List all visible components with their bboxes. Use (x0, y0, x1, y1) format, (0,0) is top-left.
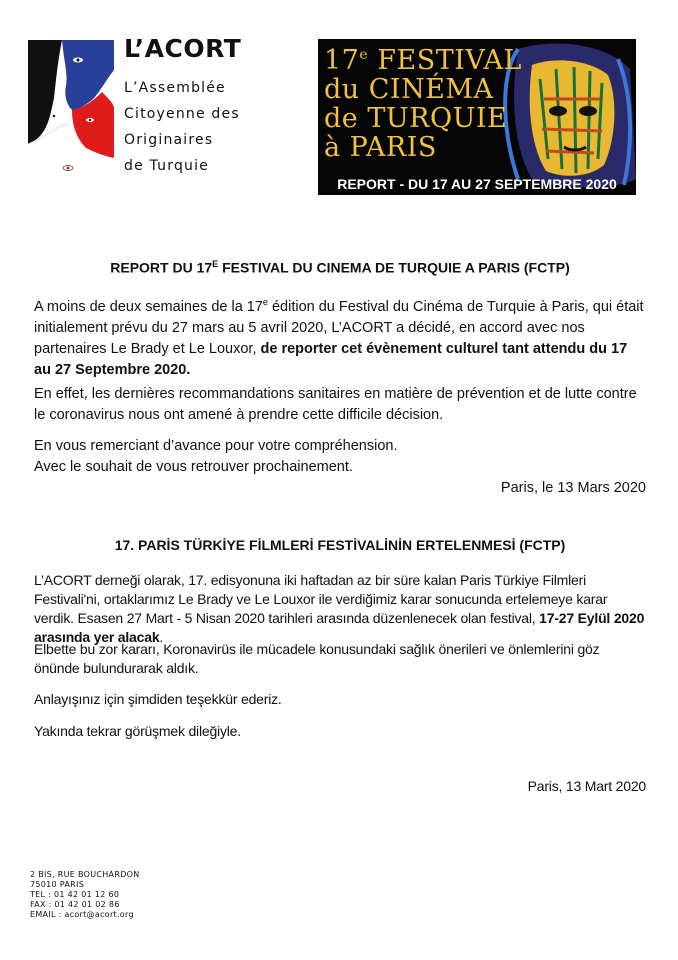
fr-heading-sup: E (212, 259, 219, 269)
brand-subtitle (124, 75, 284, 179)
brand-line-3: Originaires (124, 132, 214, 148)
poster-title-line-1 (324, 41, 522, 75)
fr-paragraph-3: En vous remerciant d’avance pour votre compréhension. (34, 438, 398, 454)
poster-title-line-4: à PARIS (324, 132, 437, 163)
brand-line-2: Citoyenne des (124, 106, 240, 122)
acort-logo (28, 40, 114, 192)
brand-name: L’ACORT (124, 34, 242, 63)
poster-title-line-2: du CINÉMA (324, 74, 494, 105)
fr-heading-text: REPORT DU 17 (110, 259, 213, 276)
fr-p1-text-rest: édition du Festival du Cinéma de Turquie à Paris, qui était initialement prévu du 27 mars au 5 avril 2020, L’ACORT a décidé, en accord avec nos partenaires Le Brady et Le Louxor, (34, 298, 644, 357)
footer-tel: TEL : 01 42 01 12 60 (30, 890, 120, 899)
fr-heading-text-rest: FESTIVAL DU CINEMA DE TURQUIE A PARIS (FCTP) (218, 259, 570, 276)
fr-paragraph-1 (34, 292, 646, 381)
fr-p1-bold: de reporter cet évènement culturel tant attendu du 17 au 27 Septembre 2020. (34, 340, 628, 378)
poster-title-number: 17 (324, 45, 360, 76)
tr-date: Paris, 13 Mart 2020 (527, 778, 646, 794)
footer-city: 75010 PARIS (30, 880, 85, 889)
festival-poster (318, 39, 636, 195)
tr-p1-text: L’ACORT derneği olarak, 17. edisyonuna iki haftadan az bir süre kalan Paris Türkiye Filmleri Festivali'ni, ortaklarımız Le Brady ve Le Louxor ile verdiğimiz karar sonucunda ertelemeye karar verdik. Esasen 27 Mart - 5 Nisan 2020 tarihleri arasında düzenlenecek olan festival, (34, 572, 608, 626)
poster-title (324, 41, 522, 162)
tr-paragraph-4: Yakında tekrar görüşmek dileğiyle. (34, 723, 241, 739)
fr-heading (34, 259, 646, 276)
footer-address (30, 870, 140, 920)
tr-heading: 17. PARİS TÜRKİYE FİLMLERİ FESTİVALİNİN ERTELENMESİ (FCTP) (114, 537, 566, 553)
tr-p1-end: . (159, 629, 164, 645)
fr-paragraph-4: Avec le souhait de vous retrouver prochainement. (34, 459, 353, 475)
tr-paragraph-2: Elbette bu zor kararı, Koronavirüs ile mücadele konusundaki sağlık önerileri ve önlemlerini göz önünde bulundurarak aldık. (34, 641, 600, 676)
poster-title-festival: FESTIVAL (377, 45, 522, 76)
brand-line-1: L’Assemblée (124, 80, 226, 96)
poster-report-line: REPORT - DU 17 AU 27 SEPTEMBRE 2020 (337, 176, 617, 192)
footer-email: EMAIL : acort@acort.org (30, 910, 134, 919)
brand-line-4: de Turquie (124, 158, 210, 174)
fr-p1-sup: e (262, 297, 268, 307)
fr-date: Paris, le 13 Mars 2020 (500, 480, 646, 496)
tr-paragraph-1 (34, 571, 646, 647)
footer-fax: FAX : 01 42 01 02 86 (30, 900, 120, 909)
fr-paragraph-2: En effet, les dernières recommandations sanitaires en matière de prévention et de lutte contre le coronavirus nous ont amené à prendre cette difficile décision. (34, 386, 637, 423)
fr-p1-text: A moins de deux semaines de la 17 (34, 298, 263, 315)
poster-title-sup: e (359, 47, 369, 63)
brand-block (124, 34, 284, 179)
tr-p1-bold: 17-27 Eylül 2020 arasında yer alacak (34, 610, 645, 645)
poster-title-line-3: de TURQUIE (324, 103, 508, 134)
tr-paragraph-3: Anlayışınız için şimdiden teşekkür ederiz. (34, 691, 282, 707)
footer-street: 2 BIS, RUE BOUCHARDON (30, 870, 140, 879)
